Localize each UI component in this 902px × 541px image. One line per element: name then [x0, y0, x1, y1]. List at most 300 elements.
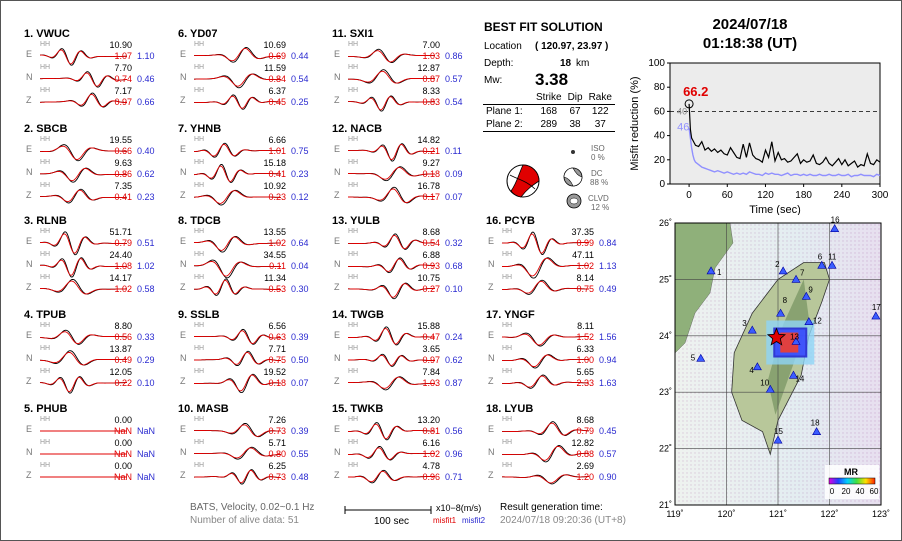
hh-label: HH — [502, 345, 513, 352]
misfit1-value: 0.88 — [576, 449, 594, 459]
misfit1-value: 0.74 — [114, 74, 132, 84]
amplitude-value: 0.00 — [114, 438, 132, 448]
misfit1-value: 0.81 — [422, 426, 440, 436]
hh-label: HH — [348, 159, 359, 166]
amplitude-value: 37.35 — [571, 227, 594, 237]
amplitude-value: 13.55 — [263, 227, 286, 237]
hh-label: HH — [40, 159, 51, 166]
amplitude-value: 0.00 — [114, 461, 132, 471]
hh-label: HH — [194, 41, 205, 48]
hh-label: HH — [348, 136, 359, 143]
misfit2-value: 0.87 — [445, 378, 463, 388]
channel-label: Z — [334, 190, 340, 200]
channel-label: N — [180, 72, 187, 82]
channel-label: E — [488, 330, 495, 340]
station-title: 11. SXI1 — [332, 28, 374, 40]
station-number: 6 — [817, 252, 823, 262]
channel-label: N — [26, 259, 33, 269]
amplitude-value: 8.68 — [576, 415, 594, 425]
longitude-label: 121˚ — [768, 509, 788, 519]
misfit2-value: 0.33 — [137, 332, 155, 342]
hh-label: HH — [348, 41, 359, 48]
misfit1-value: 0.79 — [114, 238, 132, 248]
event-date: 2024/07/18 — [712, 16, 788, 33]
channel-label: N — [334, 72, 341, 82]
channel-label: E — [334, 330, 341, 340]
x-tick-label: 0 — [686, 190, 692, 201]
misfit1-value: 2.33 — [576, 378, 594, 388]
channel-label: Z — [26, 470, 32, 480]
hh-label: HH — [194, 274, 205, 281]
misfit2-value: 0.94 — [599, 355, 617, 365]
misfit2-value: 1.63 — [599, 378, 617, 388]
hh-label: HH — [502, 462, 513, 469]
misfit1-value: 0.75 — [268, 355, 286, 365]
x-tick-label: 120 — [757, 190, 774, 201]
misfit2-value: 1.56 — [599, 332, 617, 342]
depth-value: 18 — [560, 58, 572, 69]
misfit2-value: 0.39 — [291, 332, 309, 342]
hh-label: HH — [502, 228, 513, 235]
misfit1-value: 0.93 — [422, 261, 440, 271]
channel-label: E — [334, 49, 341, 59]
label-46: 46 — [677, 121, 690, 134]
amplitude-value: 14.17 — [109, 273, 132, 283]
misfit2-value: 0.39 — [291, 426, 309, 436]
misfit2-value: 0.07 — [291, 378, 309, 388]
amplitude-value: 10.69 — [263, 40, 286, 50]
mr-colorbar — [829, 478, 875, 484]
channel-label: Z — [26, 376, 32, 386]
misfit1-value: 1.07 — [114, 51, 132, 61]
x-axis-label: Time (sec) — [749, 204, 801, 215]
hh-label: HH — [348, 228, 359, 235]
amplitude-value: 24.40 — [109, 250, 132, 260]
station-number: 2 — [775, 259, 780, 269]
longitude-label: 119˚ — [666, 509, 684, 519]
misfit1-value: 0.96 — [422, 472, 440, 482]
amplitude-value: 2.69 — [576, 461, 594, 471]
channel-label: N — [488, 259, 495, 269]
hh-label: HH — [194, 182, 205, 189]
misfit2-value: 0.04 — [291, 261, 309, 271]
misfit2-value: 0.32 — [445, 238, 463, 248]
misfit2-value: 0.57 — [599, 449, 617, 459]
misfit2-legend: misfit2 — [462, 516, 486, 525]
misfit2-value: 0.54 — [291, 74, 309, 84]
hh-label: HH — [40, 228, 51, 235]
channel-label: N — [334, 447, 341, 457]
misfit1-value: 0.53 — [268, 284, 286, 294]
amplitude-value: 5.65 — [576, 367, 594, 377]
channel-label: N — [180, 167, 187, 177]
x-tick-label: 240 — [833, 190, 851, 201]
channel-label: E — [26, 49, 33, 59]
misfit2-value: 0.12 — [291, 192, 309, 202]
misfit1-value: NaN — [113, 472, 132, 482]
channel-label: Z — [26, 282, 32, 292]
amplitude-value: 16.78 — [417, 181, 440, 191]
misfit1-value: 0.18 — [422, 169, 440, 179]
hh-label: HH — [40, 136, 51, 143]
dc-value: 88 % — [590, 178, 609, 187]
amplitude-value: 10.75 — [417, 273, 440, 283]
strike-header: Strike — [536, 92, 562, 103]
misfit1-value: 1.02 — [422, 449, 440, 459]
misfit2-value: 0.49 — [599, 284, 617, 294]
misfit2-value: 0.75 — [291, 146, 309, 156]
clvd-value: 12 % — [591, 203, 610, 212]
alive-data: Number of alive data: 51 — [190, 515, 299, 526]
latitude-label: 21˚ — [658, 500, 672, 510]
station-title: 3. RLNB — [24, 215, 67, 227]
station-title: 17. YNGF — [486, 309, 535, 321]
plane2-dip: 38 — [569, 119, 581, 130]
misfit1-value: 0.97 — [114, 97, 132, 107]
misfit2-value: 0.48 — [291, 472, 309, 482]
misfit1-value: 1.03 — [422, 51, 440, 61]
station-title: 18. LYUB — [486, 403, 534, 415]
channel-label: Z — [334, 470, 340, 480]
station-number: 14 — [795, 374, 805, 384]
channel-label: E — [334, 144, 341, 154]
misfit1-value: 1.02 — [576, 261, 594, 271]
misfit1-value: 0.23 — [268, 192, 286, 202]
amplitude-value: 7.35 — [114, 181, 132, 191]
longitude-label: 122˚ — [820, 509, 839, 519]
hh-label: HH — [40, 41, 51, 48]
misfit2-value: 0.50 — [291, 355, 309, 365]
channel-label: E — [26, 330, 33, 340]
hh-label: HH — [40, 416, 51, 423]
hh-label: HH — [348, 462, 359, 469]
hh-label: HH — [40, 274, 51, 281]
amplitude-value: 12.05 — [109, 367, 132, 377]
misfit2-value: 0.24 — [445, 332, 463, 342]
latitude-label: 26˚ — [658, 218, 672, 228]
misfit1-value: 0.84 — [268, 74, 286, 84]
station-title: 14. TWGB — [332, 309, 384, 321]
hh-label: HH — [40, 64, 51, 71]
misfit2-value: 0.64 — [291, 238, 309, 248]
hh-label: HH — [194, 64, 205, 71]
rake-header: Rake — [588, 92, 612, 103]
station-number: 5 — [690, 353, 696, 363]
amplitude-value: 7.84 — [422, 367, 440, 377]
misfit1-value: 0.79 — [576, 426, 594, 436]
misfit2-value: 0.71 — [445, 472, 463, 482]
channel-label: Z — [180, 190, 186, 200]
amplitude-value: 13.20 — [417, 415, 440, 425]
channel-label: E — [488, 424, 495, 434]
misfit1-value: 1.20 — [576, 472, 594, 482]
misfit2-value: 0.10 — [137, 378, 155, 388]
plane1-rake: 122 — [591, 106, 609, 117]
hh-label: HH — [348, 416, 359, 423]
mechanism-table — [483, 91, 615, 132]
amplitude-value: 6.25 — [268, 461, 286, 471]
hh-label: HH — [194, 322, 205, 329]
mr-tick: 60 — [869, 487, 879, 496]
mw-value: 3.38 — [535, 70, 569, 89]
misfit2-value: 0.56 — [445, 426, 463, 436]
clvd-beachball — [565, 192, 583, 210]
latitude-label: 25˚ — [658, 274, 672, 285]
hh-label: HH — [40, 322, 51, 329]
station-title: 1. VWUC — [24, 28, 70, 40]
station-title: 13. YULB — [332, 215, 381, 227]
channel-label: Z — [180, 282, 186, 292]
channel-label: Z — [488, 376, 494, 386]
hh-label: HH — [194, 368, 205, 375]
amplitude-value: 0.00 — [114, 415, 132, 425]
channel-label: E — [180, 236, 187, 246]
misfit2-value: 0.29 — [137, 355, 155, 365]
plane2-label: Plane 2: — [486, 119, 523, 130]
amplitude-value: 8.80 — [114, 321, 132, 331]
hh-label: HH — [194, 416, 205, 423]
misfit1-value: 0.21 — [422, 146, 440, 156]
misfit1-value: 0.45 — [268, 97, 286, 107]
channel-label: E — [488, 236, 495, 246]
hh-label: HH — [348, 368, 359, 375]
channel-label: Z — [180, 470, 186, 480]
channel-label: E — [180, 144, 187, 154]
amplitude-value: 14.82 — [417, 135, 440, 145]
station-number: 8 — [782, 296, 788, 306]
channel-label: N — [180, 353, 187, 363]
amplitude-value: 19.52 — [263, 367, 286, 377]
amplitude-value: 12.82 — [571, 438, 594, 448]
amplitude-value: 8.33 — [422, 86, 440, 96]
misfit2-value: 0.62 — [445, 355, 463, 365]
amplitude-value: 3.65 — [422, 344, 440, 354]
hh-label: HH — [502, 368, 513, 375]
hh-label: HH — [40, 439, 51, 446]
hh-label: HH — [194, 136, 205, 143]
solution-title: BEST FIT SOLUTION — [484, 20, 603, 34]
hh-label: HH — [40, 182, 51, 189]
misfit2-value: 0.11 — [445, 146, 462, 156]
misfit1-value: 0.56 — [114, 332, 132, 342]
amplitude-value: 6.66 — [268, 135, 286, 145]
misfit1-value: 1.52 — [576, 332, 594, 342]
misfit2-value: 0.54 — [445, 97, 463, 107]
hh-label: HH — [348, 64, 359, 71]
unit-label: x10−8(m/s) — [436, 503, 482, 513]
amplitude-value: 6.56 — [268, 321, 286, 331]
hh-label: HH — [348, 87, 359, 94]
mw-label: Mw: — [484, 75, 503, 86]
station-number: 15 — [774, 427, 783, 437]
misfit2-value: 0.96 — [445, 449, 463, 459]
station-title: 12. NACB — [332, 123, 383, 135]
station-title: 6. YD07 — [178, 28, 218, 40]
amplitude-value: 8.68 — [422, 227, 440, 237]
station-title: 2. SBCB — [24, 123, 68, 135]
misfit2-value: 0.51 — [137, 238, 155, 248]
misfit2-value: 1.13 — [599, 261, 617, 271]
misfit1-value: 0.73 — [268, 472, 286, 482]
event-time: 01:18:38 (UT) — [702, 35, 798, 52]
misfit2-value: 0.68 — [445, 261, 463, 271]
label-40: 40 — [677, 106, 688, 117]
channel-label: Z — [334, 376, 340, 386]
channel-label: Z — [334, 95, 340, 105]
longitude-label: 120˚ — [717, 509, 736, 519]
misfit1-value: 0.63 — [268, 332, 286, 342]
hh-label: HH — [194, 439, 205, 446]
channel-label: E — [334, 236, 341, 246]
misfit1-value: 1.00 — [576, 355, 594, 365]
misfit2-value: 0.86 — [445, 51, 463, 61]
misfit2-value: 0.90 — [599, 472, 617, 482]
misfit2-value: 0.58 — [137, 284, 155, 294]
scale-label: 100 sec — [374, 516, 410, 527]
hh-label: HH — [40, 345, 51, 352]
station-title: 8. TDCB — [178, 215, 221, 227]
channel-label: N — [26, 72, 33, 82]
channel-label: E — [180, 424, 187, 434]
plane2-strike: 289 — [540, 119, 558, 130]
plane1-strike: 168 — [540, 106, 558, 117]
misfit1-value: 0.17 — [422, 192, 440, 202]
channel-label: N — [488, 353, 495, 363]
misfit2-value: 0.44 — [291, 51, 309, 61]
station-number: 9 — [808, 285, 813, 295]
misfit2-value: 0.66 — [137, 97, 155, 107]
amplitude-value: 7.26 — [268, 415, 286, 425]
misfit1-value: 0.99 — [576, 238, 594, 248]
misfit2-value: 0.46 — [137, 74, 155, 84]
misfit1-value: 1.02 — [268, 238, 286, 248]
amplitude-value: 8.11 — [577, 321, 594, 331]
misfit1-value: 0.69 — [268, 51, 286, 61]
channel-label: Z — [26, 95, 32, 105]
misfit1-value: NaN — [113, 449, 132, 459]
amplitude-value: 7.70 — [114, 63, 132, 73]
y-tick-label: 0 — [659, 179, 665, 190]
amplitude-value: 9.27 — [422, 158, 440, 168]
channel-label: Z — [180, 95, 186, 105]
amplitude-value: 34.55 — [263, 250, 286, 260]
latitude-label: 22˚ — [658, 443, 672, 454]
station-title: 7. YHNB — [178, 123, 222, 135]
mr-tick: 20 — [841, 487, 851, 496]
latitude-label: 23˚ — [658, 387, 672, 398]
channel-label: E — [26, 236, 33, 246]
misfit1-value: 0.66 — [114, 146, 132, 156]
channel-label: N — [334, 167, 341, 177]
channel-label: E — [180, 49, 187, 59]
misfit1-value: 0.18 — [268, 378, 286, 388]
time-scale-bar — [343, 505, 433, 515]
misfit2-value: 0.23 — [291, 169, 309, 179]
x-tick-label: 180 — [795, 190, 812, 201]
station-title: 4. TPUB — [24, 309, 67, 321]
amplitude-value: 9.63 — [114, 158, 132, 168]
amplitude-value: 13.87 — [109, 344, 132, 354]
channel-label: N — [488, 447, 495, 457]
amplitude-value: 7.00 — [422, 40, 440, 50]
hh-label: HH — [348, 322, 359, 329]
station-number: 3 — [742, 319, 747, 329]
y-tick-label: 40 — [653, 130, 665, 142]
station-title: 15. TWKB — [332, 403, 384, 415]
best-value-label: 66.2 — [683, 83, 709, 99]
channel-label: E — [180, 330, 187, 340]
misfit2-value: 0.30 — [291, 284, 309, 294]
misfit1-value: 0.41 — [268, 169, 286, 179]
location-label: Location — [484, 41, 522, 52]
y-axis-label: Misfit reduction (%) — [629, 76, 641, 171]
station-title: 5. PHUB — [24, 403, 68, 415]
hh-label: HH — [194, 251, 205, 258]
misfit2-value: 0.07 — [445, 192, 463, 202]
channel-label: E — [334, 424, 341, 434]
mr-tick: 0 — [829, 487, 835, 496]
hh-label: HH — [502, 251, 513, 258]
depth-unit: km — [576, 58, 590, 69]
channel-label: N — [334, 353, 341, 363]
hh-label: HH — [194, 87, 205, 94]
station-number: 7 — [800, 268, 805, 278]
channel-label: Z — [488, 282, 494, 292]
amplitude-value: 4.78 — [422, 461, 440, 471]
hh-label: HH — [40, 87, 51, 94]
station-map — [645, 215, 895, 525]
hh-label: HH — [502, 416, 513, 423]
amplitude-value: 11.59 — [264, 63, 286, 73]
misfit2-value: 1.10 — [137, 51, 155, 61]
station-number: 17 — [871, 303, 881, 313]
amplitude-value: 6.37 — [268, 86, 286, 96]
result-time: 2024/07/18 09:20:36 (UT+8) — [500, 515, 626, 526]
x-tick-label: 60 — [721, 190, 733, 201]
mr-tick: 40 — [855, 487, 865, 496]
hh-label: HH — [40, 462, 51, 469]
hh-label: HH — [348, 274, 359, 281]
longitude-label: 123˚ — [871, 509, 891, 519]
amplitude-value: 10.92 — [263, 181, 286, 191]
channel-label: N — [334, 259, 341, 269]
misfit1-value: 0.75 — [576, 284, 594, 294]
misfit1-value: 0.87 — [422, 74, 440, 84]
depth-label: Depth: — [484, 58, 514, 69]
amplitude-value: 12.87 — [417, 63, 440, 73]
hh-label: HH — [502, 274, 513, 281]
amplitude-value: 7.17 — [114, 86, 132, 96]
iso-value: 0 % — [591, 153, 605, 162]
misfit2-value: NaN — [137, 426, 156, 436]
hh-label: HH — [502, 439, 513, 446]
station-title: 10. MASB — [178, 403, 229, 415]
amplitude-value: 15.88 — [417, 321, 440, 331]
y-tick-label: 20 — [653, 154, 665, 166]
station-number: 12 — [812, 316, 822, 326]
misfit2-value: 0.84 — [599, 238, 617, 248]
focal-mechanism-beachball — [505, 163, 541, 199]
result-label: Result generation time: — [500, 502, 603, 513]
iso-beachball — [568, 147, 578, 157]
y-tick-label: 100 — [648, 58, 665, 69]
hh-label: HH — [502, 322, 513, 329]
dip-header: Dip — [567, 92, 583, 103]
plane1-dip: 67 — [569, 106, 581, 117]
amplitude-value: 11.34 — [264, 273, 286, 283]
amplitude-value: 7.71 — [268, 344, 286, 354]
misfit1-legend: misfit1 — [433, 516, 457, 525]
